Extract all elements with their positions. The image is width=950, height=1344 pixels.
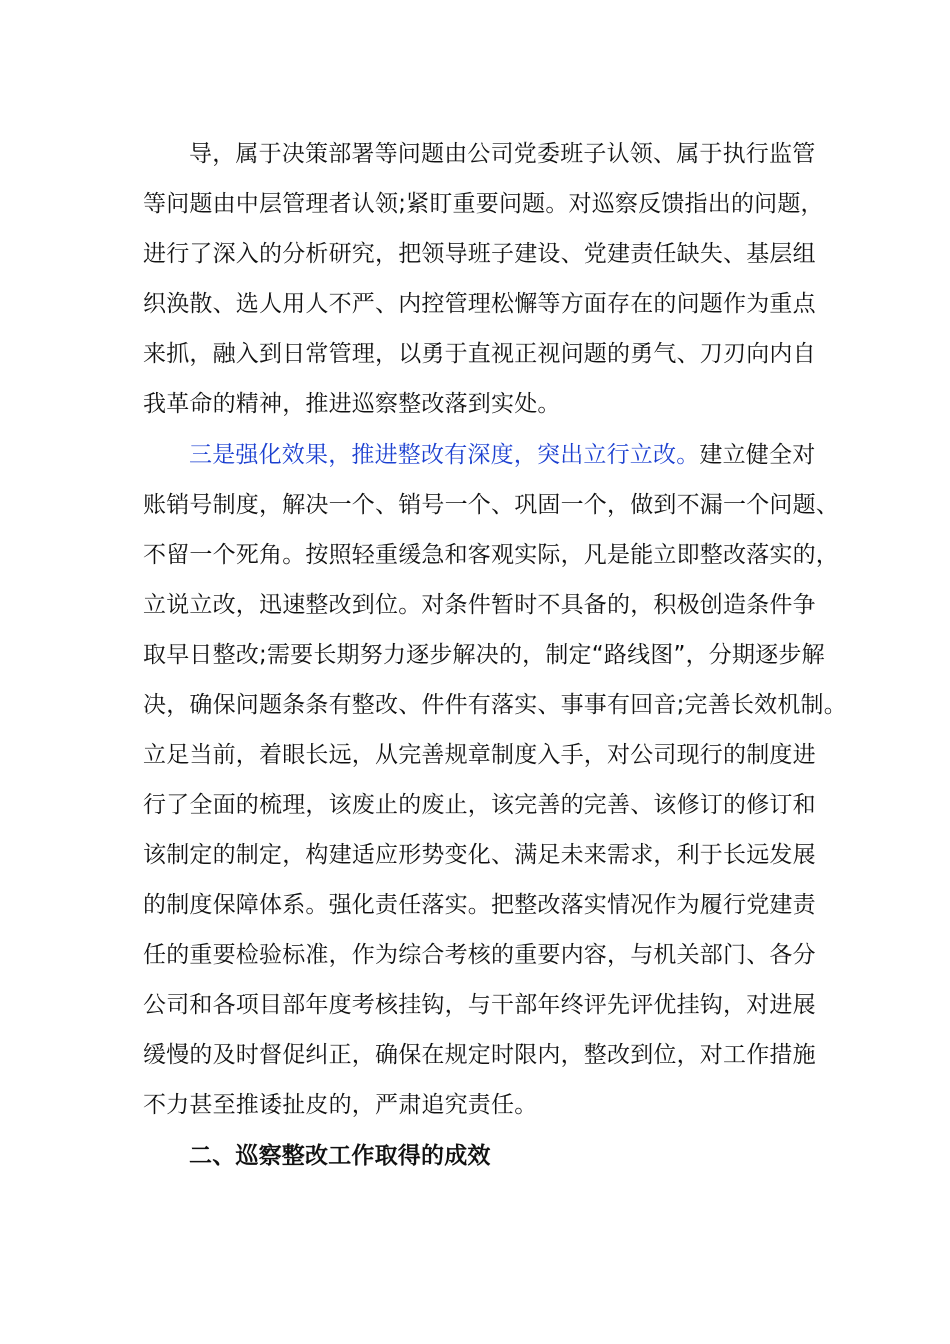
- paragraph-line: 取早日整改;需要长期努力逐步解决的，制定“路线图”，分期逐步解: [143, 642, 825, 668]
- section-heading-block: [143, 1131, 815, 1181]
- paragraph-line: 导，属于决策部署等问题由公司党委班子认领、属于执行监管: [189, 141, 816, 167]
- paragraph-line: 等问题由中层管理者认领;紧盯重要问题。对巡察反馈指出的问题，: [143, 191, 824, 217]
- paragraph-line: 不留一个死角。按照轻重缓急和客观实际，凡是能立即整改落实的，: [143, 542, 839, 568]
- paragraph-2: [143, 430, 847, 1130]
- paragraph-line: 的制度保障体系。强化责任落实。把整改落实情况作为履行党建责: [143, 892, 816, 918]
- paragraph-first-line: [143, 430, 815, 480]
- paragraph-line: 任的重要检验标准，作为综合考核的重要内容，与机关部门、各分: [143, 942, 816, 968]
- paragraph-line: 账销号制度，解决一个、销号一个、巩固一个，做到不漏一个问题、: [143, 492, 839, 518]
- paragraph-line: 公司和各项目部年度考核挂钩，与干部年终评先评优挂钩，对进展: [143, 992, 816, 1018]
- paragraph-line: 立足当前，着眼长远，从完善规章制度入手，对公司现行的制度进: [143, 742, 816, 768]
- paragraph-line: 织涣散、选人用人不严、内控管理松懈等方面存在的问题作为重点: [143, 291, 816, 317]
- highlighted-lead-sentence: 三是强化效果，推进整改有深度，突出立行立改。: [189, 442, 700, 468]
- paragraph-1: [143, 129, 824, 429]
- paragraph-line: 缓慢的及时督促纠正，确保在规定时限内，整改到位，对工作措施: [143, 1042, 816, 1068]
- paragraph-line-rest: 建立健全对: [699, 442, 816, 468]
- paragraph-line: 我革命的精神，推进巡察整改落到实处。: [143, 391, 561, 417]
- paragraph-line: 决，确保问题条条有整改、件件有落实、事事有回音;完善长效机制。: [143, 692, 847, 718]
- paragraph-line: 该制定的制定，构建适应形势变化、满足未来需求，利于长远发展: [143, 842, 816, 868]
- paragraph-line: 不力甚至推诿扯皮的，严肃追究责任。: [143, 1092, 538, 1118]
- paragraph-line: 立说立改，迅速整改到位。对条件暂时不具备的，积极创造条件争: [143, 592, 816, 618]
- paragraph-line: 来抓，融入到日常管理，以勇于直视正视问题的勇气、刀刃向内自: [143, 341, 816, 367]
- paragraph-line: 行了全面的梳理，该废止的废止，该完善的完善、该修订的修订和: [143, 792, 816, 818]
- paragraph-line: 进行了深入的分析研究，把领导班子建设、党建责任缺失、基层组: [143, 241, 816, 267]
- section-heading: 二、巡察整改工作取得的成效: [189, 1143, 491, 1169]
